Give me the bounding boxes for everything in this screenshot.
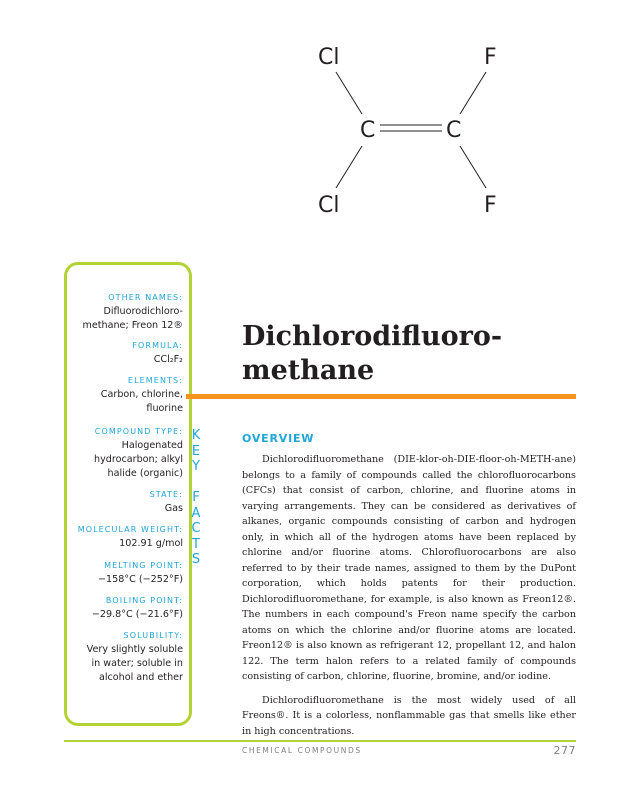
overview-body <box>242 452 576 747</box>
overview-heading: OVERVIEW <box>242 432 315 445</box>
footer-divider <box>64 740 576 742</box>
key-fact-molecular-weight <box>65 525 183 551</box>
key-fact-value: −29.8°C (−21.6°F) <box>91 609 183 620</box>
key-fact-formula <box>65 341 183 367</box>
vertical-label-letter: A <box>191 505 201 521</box>
body-paragraph: Dichlorodifluoromethane (DIE-klor-oh-DIE-floor-oh-METH-ane) belongs to a family of compounds called the chlorofluorocarbons (CFCs) that consist of carbon, chlorine, and fluorine atoms in varying arrangements. They can be considered as derivatives of alkanes, organic compounds consisting of carbon and hydrogen only, in which all of the hydrogen atoms have been replaced by chlorine and/or fluorine atoms. Chlorofluorocarbons are also referred to by their trade names, assigned to them by the DuPont corporation, which holds patents for their production. Dichlorodifluoromethane, for example, is also known as Freon12®. The numbers in each compound's Freon name specify the carbon atoms on which the chlorine and/or fluorine atoms are located. Freon12® is also known as refrigerant 12, propellant 12, and halon 122. The term halon refers to a related family of compounds consisting of carbon, chlorine, fluorine, bromine, and/or iodine. <box>242 454 576 682</box>
key-fact-label: ELEMENTS: <box>127 376 183 385</box>
body-paragraph: Dichlorodifluoromethane is the most widely used of all Freons®. It is a colorless, nonflammable gas that smells like ether in high concentrations. <box>242 694 576 737</box>
key-fact-value: Halogenated <box>121 440 183 451</box>
atom-top-right: F <box>484 45 497 70</box>
key-fact-label: FORMULA: <box>132 341 183 350</box>
vertical-label-letter: F <box>192 490 200 505</box>
key-fact-value: Very slightly soluble <box>86 644 183 655</box>
key-fact-value: Carbon, chlorine, <box>100 389 183 400</box>
key-fact-label: BOILING POINT: <box>105 596 183 605</box>
key-fact-boiling-point <box>65 596 183 622</box>
vertical-label-letter: C <box>191 521 201 536</box>
key-fact-solubility <box>65 631 183 685</box>
key-fact-label: COMPOUND TYPE: <box>94 427 183 436</box>
bond-f-c-bottom <box>460 146 486 188</box>
key-facts-vertical-label <box>188 428 204 568</box>
vertical-label-letter: S <box>191 552 201 567</box>
atom-center-right: C <box>446 118 462 143</box>
key-fact-value: hydrocarbon; alkyl <box>94 454 183 465</box>
title-line: Dichlorodifluoro- <box>242 321 503 352</box>
key-fact-value: Gas <box>164 503 183 514</box>
vertical-label-letter <box>188 475 204 491</box>
vertical-label-letter: T <box>192 536 200 552</box>
key-fact-value: Difluorodichloro- <box>103 306 183 317</box>
atom-bottom-left: Cl <box>318 193 340 218</box>
key-fact-melting-point <box>65 561 183 587</box>
key-facts-panel <box>64 262 192 726</box>
key-fact-state <box>65 490 183 516</box>
title-divider <box>186 394 576 399</box>
key-fact-label: OTHER NAMES: <box>108 293 183 302</box>
bond-f-c-top <box>460 72 486 114</box>
key-fact-label: STATE: <box>149 490 183 499</box>
vertical-label-letter: K <box>191 428 201 443</box>
key-fact-value: in water; soluble in <box>91 658 183 669</box>
title-line: methane <box>242 355 375 386</box>
bond-cl-c-top <box>336 72 362 114</box>
key-fact-value: methane; Freon 12® <box>82 320 183 331</box>
key-fact-value: fluorine <box>146 403 183 414</box>
key-fact-value: −158°C (−252°F) <box>97 574 183 585</box>
footer-book-title: CHEMICAL COMPOUNDS <box>242 746 362 755</box>
key-fact-value: halide (organic) <box>107 468 183 479</box>
key-fact-label: SOLUBILITY: <box>123 631 183 640</box>
page-number: 277 <box>553 744 576 757</box>
atom-bottom-right: F <box>484 193 497 218</box>
key-fact-label: MOLECULAR WEIGHT: <box>77 525 183 534</box>
vertical-label-letter: Y <box>192 459 200 474</box>
bond-cl-c-bottom <box>336 146 362 188</box>
structural-formula <box>300 30 520 230</box>
atom-center-left: C <box>360 118 376 143</box>
key-fact-label: MELTING POINT: <box>104 561 183 570</box>
key-fact-value: 102.91 g/mol <box>119 538 183 549</box>
key-fact-compound-type <box>65 427 183 481</box>
atom-top-left: Cl <box>318 45 340 70</box>
key-fact-elements <box>65 376 183 416</box>
key-fact-value: alcohol and ether <box>98 672 183 683</box>
key-fact-other-names <box>65 293 183 333</box>
page-title <box>242 320 582 388</box>
key-fact-value: CCl₂F₂ <box>153 354 183 365</box>
vertical-label-letter: E <box>191 443 201 459</box>
